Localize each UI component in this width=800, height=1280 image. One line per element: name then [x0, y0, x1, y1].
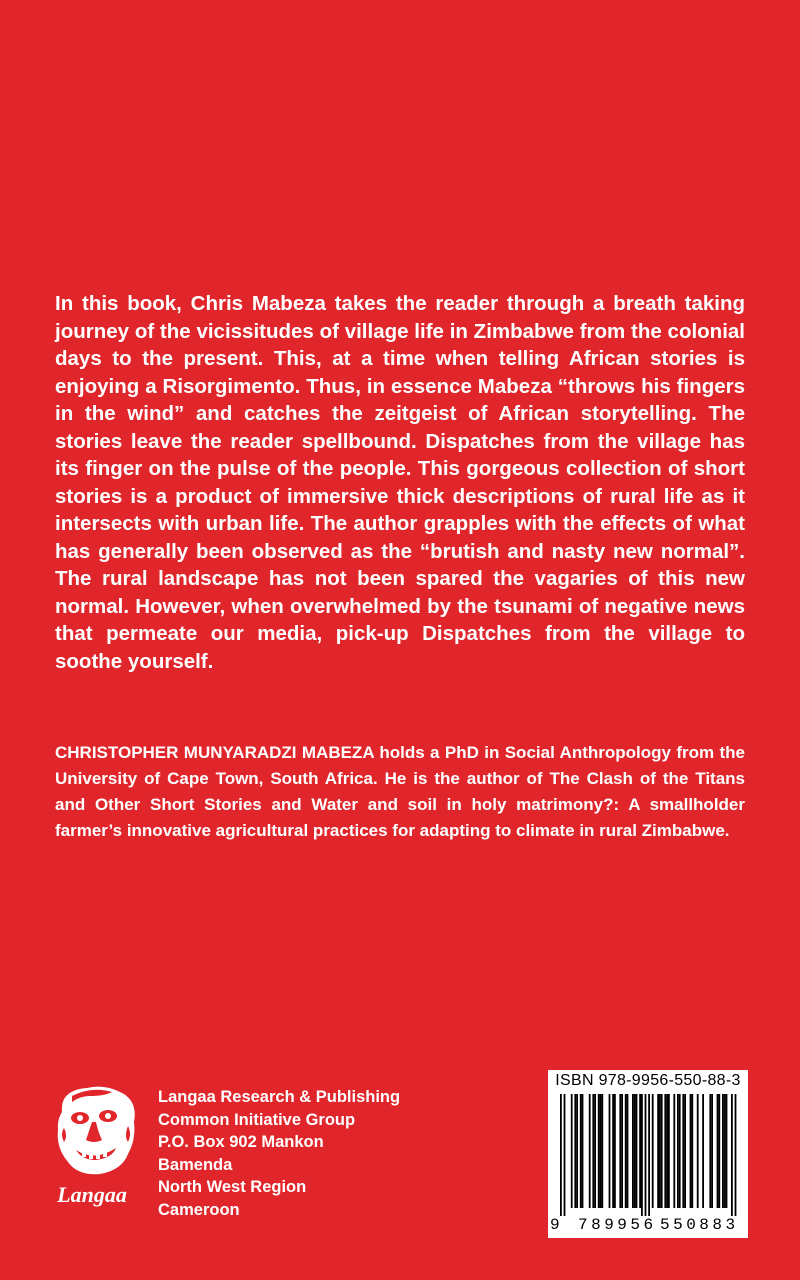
publisher-line: Common Initiative Group [158, 1110, 356, 1129]
barcode-bar [722, 1094, 724, 1208]
barcode-bar [589, 1094, 591, 1208]
barcode-bar [682, 1094, 684, 1208]
barcode-bar [634, 1094, 636, 1208]
barcode-bar [673, 1094, 675, 1208]
isbn-label: ISBN 978-9956-550-88-3 [555, 1072, 741, 1089]
barcode-bar [648, 1094, 650, 1216]
barcode-bar [666, 1094, 668, 1208]
publisher-address [158, 1086, 400, 1221]
barcode-bar [717, 1094, 719, 1208]
barcode-bar [627, 1094, 629, 1208]
publisher-line: Langaa Research & Publishing [158, 1088, 401, 1106]
barcode-bar [576, 1094, 578, 1208]
mask-face-icon [42, 1082, 152, 1182]
barcode-bar [560, 1094, 562, 1216]
barcode-bar [609, 1094, 611, 1208]
barcode-bar [574, 1094, 576, 1208]
barcode-bar [652, 1094, 654, 1208]
barcode-bar [592, 1094, 594, 1208]
barcode-bar [614, 1094, 616, 1208]
barcode-bar [668, 1094, 670, 1208]
barcode-bar [684, 1094, 686, 1208]
barcode-left-digits: 789956 [578, 1216, 657, 1234]
barcode-bar [636, 1094, 638, 1208]
barcode-bar [690, 1094, 692, 1208]
barcode-bar [601, 1094, 603, 1208]
barcode-bar [726, 1094, 728, 1208]
barcode-bar [709, 1094, 711, 1208]
barcode-bar [641, 1094, 643, 1216]
barcode-bar [594, 1094, 596, 1208]
barcode-bar [711, 1094, 713, 1208]
barcode-bars [556, 1094, 740, 1216]
barcode-bar [612, 1094, 614, 1208]
barcode-bar [600, 1094, 602, 1208]
publisher-line: Bamenda [158, 1155, 233, 1174]
barcode-bar [724, 1094, 726, 1208]
barcode-bar [702, 1094, 704, 1208]
author-bio: CHRISTOPHER MUNYARADZI MABEZA holds a PhD in Social Anthropology from the University of Cape Town, South Africa. He is the author of The Clash of the Titans and Other Short Stories and Water and soil in holy matrimony?: A smallholder farmer’s innovative agricultural practices for adapting to climate in rural Zimbabwe. [55, 743, 745, 840]
barcode-bar [571, 1094, 573, 1208]
barcode-bar [664, 1094, 666, 1208]
barcode-bar [625, 1094, 627, 1208]
barcode-bar [645, 1094, 647, 1216]
publisher-logo-text: Langaa [57, 1182, 127, 1207]
barcode-bar [598, 1094, 600, 1208]
isbn-barcode [548, 1070, 748, 1238]
barcode-bar [697, 1094, 699, 1208]
barcode-bar [582, 1094, 584, 1208]
publisher-line: Cameroon [158, 1200, 240, 1219]
barcode-bar [621, 1094, 623, 1208]
barcode-right-digits: 550883 [660, 1216, 739, 1234]
barcode-bar [564, 1094, 566, 1216]
barcode-bar [639, 1094, 641, 1208]
barcode-bar [659, 1094, 661, 1208]
publisher-logo [42, 1082, 152, 1212]
barcode-bar [718, 1094, 720, 1208]
barcode-bar [691, 1094, 693, 1208]
barcode-bar [661, 1094, 663, 1208]
barcode-bar [679, 1094, 681, 1208]
barcode-bar [619, 1094, 621, 1208]
barcode-first-digit: 9 [550, 1216, 560, 1234]
barcode-bar [735, 1094, 737, 1216]
barcode-bar [632, 1094, 634, 1208]
book-blurb: In this book, Chris Mabeza takes the reader through a breath taking journey of the vicissitudes of village life in Zimbabwe from the colonial days to the present. This, at a time when telling African stories is enjoying a Risorgimento. Thus, in essence Mabeza “throws his fingers in the wind” and catches the zeitgeist of African storytelling. The stories leave the reader spellbound. Dispatches from the village has its finger on the pulse of the people. This gorgeous collection of short stories is a product of immersive thick descriptions of rural life as it intersects with urban life. The author grapples with the effects of what has generally been observed as the “brutish and nasty new normal”. The rural landscape has not been spared the vagaries of this new normal. However, when overwhelmed by the tsunami of negative news that permeate our media, pick-up Dispatches from the village to soothe yourself. [55, 292, 745, 673]
barcode-bar [677, 1094, 679, 1208]
barcode-bar [580, 1094, 582, 1208]
barcode-bar [657, 1094, 659, 1208]
publisher-line: P.O. Box 902 Mankon [158, 1133, 324, 1151]
barcode-bar [731, 1094, 733, 1216]
publisher-line: North West Region [158, 1178, 307, 1196]
